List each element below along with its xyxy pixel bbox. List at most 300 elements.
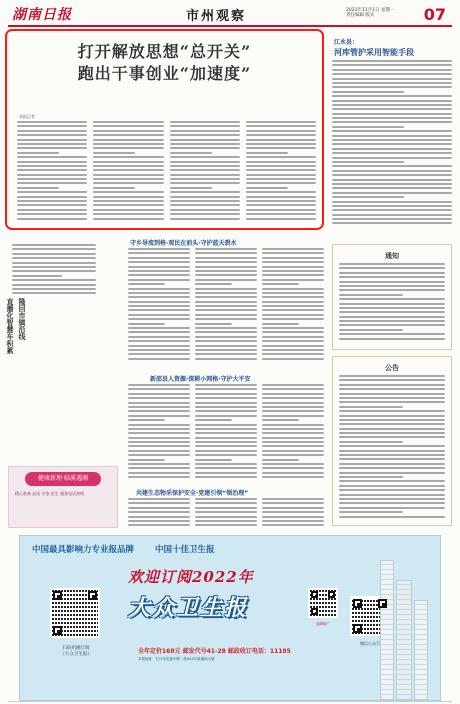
text-line: [262, 283, 299, 285]
text-column: [195, 384, 257, 484]
text-line: [17, 187, 59, 189]
text-line: [246, 182, 316, 184]
text-line: [195, 415, 257, 417]
text-line: [93, 139, 163, 141]
text-line: [12, 284, 96, 286]
text-line: [262, 472, 324, 474]
text-line: [195, 393, 257, 395]
text-line: [339, 480, 445, 482]
text-line: [128, 397, 190, 399]
text-line: [195, 340, 257, 342]
text-line: [128, 445, 190, 447]
lead-byline: 本报记者: [19, 114, 35, 119]
text-line: [195, 437, 257, 439]
text-line: [332, 174, 452, 176]
text-line: [339, 436, 445, 438]
text-line: [262, 309, 324, 311]
text-line: [262, 511, 324, 513]
text-line: [339, 298, 445, 300]
text-line: [93, 178, 163, 180]
text-line: [17, 191, 87, 193]
text-line: [128, 266, 190, 268]
text-line: [12, 244, 96, 246]
text-line: [246, 139, 316, 141]
left-vertical-title-b: 直播化智慧车积累: [6, 298, 15, 354]
text-line: [332, 91, 404, 93]
text-line: [262, 454, 324, 456]
text-line: [339, 311, 445, 313]
text-line: [339, 454, 445, 456]
text-line: [170, 187, 212, 189]
masthead-rule: [8, 25, 452, 27]
text-line: [262, 432, 324, 434]
text-line: [339, 432, 445, 434]
text-line: [332, 205, 452, 207]
ad-address: 本报地址：长沙市芙蓉中路一段442号新湖南大厦: [138, 657, 215, 661]
text-line: [128, 345, 190, 347]
text-line: [12, 266, 96, 268]
text-line: [339, 476, 403, 478]
text-line: [332, 192, 452, 194]
text-line: [262, 345, 324, 347]
notice-box: [332, 244, 452, 350]
text-line: [262, 252, 324, 254]
text-line: [332, 135, 452, 137]
text-line: [246, 200, 316, 202]
text-line: [195, 274, 257, 276]
text-line: [128, 502, 190, 504]
text-line: [93, 169, 163, 171]
notice-body: [339, 263, 445, 342]
text-line: [246, 187, 288, 189]
text-line: [332, 161, 404, 163]
text-line: [332, 214, 452, 216]
text-line: [262, 257, 324, 259]
text-line: [93, 209, 163, 211]
text-line: [17, 125, 87, 127]
text-line: [128, 314, 190, 316]
text-line: [262, 248, 324, 250]
text-line: [170, 152, 212, 154]
text-line: [339, 450, 445, 452]
text-line: [195, 454, 257, 456]
text-line: [262, 410, 324, 412]
text-line: [339, 375, 445, 377]
qr-caption-subscribe: [48, 646, 104, 658]
text-line: [93, 147, 163, 149]
text-line: [17, 165, 87, 167]
text-line: [170, 139, 240, 141]
text-line: [339, 494, 445, 496]
text-line: [195, 314, 257, 316]
text-line: [128, 467, 190, 469]
text-line: [262, 301, 324, 303]
text-line: [195, 424, 257, 426]
text-line: [246, 121, 316, 123]
text-line: [170, 143, 240, 145]
left-vertical-title-a: 隆回市镇沿线: [18, 298, 27, 340]
text-line: [170, 218, 240, 220]
text-line: [128, 402, 190, 404]
text-line: [93, 218, 163, 220]
text-line: [339, 458, 445, 460]
text-line: [170, 196, 240, 198]
text-line: [332, 170, 452, 172]
text-line: [339, 294, 403, 296]
text-line: [339, 489, 445, 491]
text-line: [332, 187, 452, 189]
lead-body-column: [246, 121, 316, 225]
text-line: [93, 182, 163, 184]
text-line: [195, 445, 257, 447]
text-column: [128, 498, 190, 530]
text-line: [339, 511, 403, 513]
text-line: [195, 261, 257, 263]
text-line: [128, 454, 190, 456]
text-line: [262, 463, 324, 465]
text-line: [246, 147, 316, 149]
text-column: [128, 384, 190, 484]
text-line: [332, 196, 404, 198]
text-line: [262, 349, 324, 351]
text-line: [262, 437, 324, 439]
text-line: [332, 152, 452, 154]
text-line: [339, 463, 445, 465]
text-line: [195, 353, 257, 355]
text-line: [93, 161, 163, 163]
text-line: [170, 121, 240, 123]
side-article-body: [332, 60, 452, 230]
text-line: [195, 270, 257, 272]
text-line: [332, 157, 452, 159]
text-line: [170, 169, 240, 171]
lead-title-line2: 跑出干事创业“加速度”: [77, 64, 252, 83]
text-line: [93, 191, 163, 193]
text-line: [246, 174, 316, 176]
text-line: [262, 402, 324, 404]
text-line: [332, 73, 452, 75]
mid-article-2-body: [128, 384, 324, 484]
text-line: [262, 424, 324, 426]
footer-rule: [8, 701, 452, 702]
text-line: [262, 450, 324, 452]
text-line: [339, 393, 445, 395]
text-line: [128, 393, 190, 395]
lead-title-line1: 打开解放思想“总开关”: [77, 42, 252, 61]
text-line: [128, 388, 190, 390]
text-line: [339, 419, 445, 421]
text-line: [195, 520, 257, 522]
left-article-body: [12, 244, 96, 297]
text-line: [339, 338, 445, 340]
mid-article-3-title[interactable]: 共建生态物采保护安全·党建引领“领治理”: [136, 490, 249, 497]
text-line: [339, 423, 445, 425]
text-line: [262, 261, 324, 263]
text-line: [195, 511, 257, 513]
text-line: [93, 204, 163, 206]
text-line: [262, 502, 324, 504]
text-line: [195, 301, 257, 303]
text-line: [128, 270, 190, 272]
text-line: [246, 125, 316, 127]
text-line: [262, 415, 324, 417]
text-line: [332, 143, 452, 145]
lead-body: [17, 121, 316, 225]
text-column: [262, 384, 324, 484]
text-line: [339, 441, 403, 443]
text-line: [17, 213, 87, 215]
text-line: [12, 253, 96, 255]
text-line: [262, 388, 324, 390]
text-line: [128, 437, 190, 439]
mid-article-2-title[interactable]: 新邵县人资源·深耕小网格·守护大平安: [150, 376, 251, 383]
text-line: [339, 485, 445, 487]
text-line: [339, 428, 445, 430]
text-line: [332, 64, 452, 66]
text-line: [246, 143, 316, 145]
text-column: [128, 248, 190, 370]
text-line: [17, 139, 87, 141]
text-line: [128, 441, 190, 443]
lead-body-column: [170, 121, 240, 225]
subscription-advertisement[interactable]: [19, 535, 441, 701]
text-line: [128, 415, 190, 417]
text-line: [339, 333, 445, 335]
qr-caption-brand: 品牌推广: [316, 622, 330, 626]
notice-title: 通知: [385, 251, 399, 260]
text-line: [195, 266, 257, 268]
text-line: [339, 507, 445, 509]
text-line: [17, 182, 87, 184]
text-line: [128, 498, 190, 500]
text-line: [332, 148, 452, 150]
qr-caption-line2: 《大众卫生报》: [60, 652, 92, 657]
text-line: [195, 358, 257, 360]
text-line: [128, 463, 190, 465]
text-line: [17, 121, 87, 123]
text-line: [262, 516, 324, 518]
text-line: [17, 196, 87, 198]
text-line: [195, 450, 257, 452]
text-line: [17, 209, 87, 211]
text-line: [246, 218, 316, 220]
text-line: [93, 121, 163, 123]
text-line: [195, 318, 257, 320]
text-line: [246, 178, 316, 180]
lead-body-column: [17, 121, 87, 225]
text-line: [332, 179, 452, 181]
ad-paper-name: 大众卫生报: [128, 595, 249, 621]
text-line: [262, 467, 324, 469]
text-line: [339, 285, 445, 287]
text-line: [195, 507, 257, 509]
text-line: [332, 82, 452, 84]
lead-article-highlight[interactable]: [5, 29, 324, 230]
text-line: [195, 288, 257, 290]
text-line: [332, 69, 452, 71]
text-line: [17, 204, 87, 206]
text-line: [170, 161, 240, 163]
page-meta: [346, 8, 394, 18]
text-line: [339, 410, 445, 412]
side-article-title[interactable]: 河库管护采用智能手段: [334, 47, 414, 57]
text-line: [339, 329, 403, 331]
text-line: [195, 432, 257, 434]
text-line: [128, 274, 190, 276]
text-line: [170, 178, 240, 180]
text-line: [128, 283, 165, 285]
text-line: [195, 410, 257, 412]
text-line: [128, 428, 190, 430]
text-line: [12, 279, 96, 281]
qr-code-brand[interactable]: [308, 588, 338, 618]
text-line: [339, 384, 445, 386]
text-line: [12, 275, 62, 277]
text-line: [262, 459, 299, 461]
text-line: [128, 257, 190, 259]
text-line: [332, 95, 452, 97]
side-kicker: 江永县：: [334, 39, 359, 46]
text-column: [262, 498, 324, 530]
qr-caption-line1: 扫码用湘订阅: [62, 646, 90, 651]
text-line: [195, 248, 257, 250]
text-line: [195, 502, 257, 504]
text-line: [339, 406, 403, 408]
text-line: [128, 336, 190, 338]
text-line: [262, 520, 324, 522]
text-line: [246, 156, 316, 158]
text-line: [246, 213, 316, 215]
text-line: [195, 467, 257, 469]
mid-article-1-title[interactable]: 守乡导流到格·观民在前头·守护蓝天碧水: [130, 240, 237, 247]
text-line: [195, 397, 257, 399]
text-line: [195, 402, 257, 404]
text-line: [195, 406, 257, 408]
text-line: [17, 152, 59, 154]
text-line: [93, 134, 163, 136]
text-line: [262, 331, 324, 333]
text-line: [246, 191, 316, 193]
text-line: [17, 161, 87, 163]
ad-slogan-2: 中国十佳卫生报: [155, 545, 215, 555]
text-line: [195, 345, 257, 347]
text-line: [195, 252, 257, 254]
text-line: [12, 292, 96, 294]
text-line: [262, 292, 324, 294]
text-line: [128, 296, 190, 298]
text-line: [170, 200, 240, 202]
text-line: [339, 320, 445, 322]
text-line: [195, 292, 257, 294]
text-line: [128, 323, 165, 325]
announcement-box: [332, 356, 452, 526]
text-line: [332, 201, 452, 203]
text-line: [17, 218, 87, 220]
text-line: [339, 316, 445, 318]
text-line: [339, 415, 445, 417]
text-line: [17, 156, 87, 158]
text-line: [93, 152, 135, 154]
text-line: [339, 289, 445, 291]
text-line: [332, 108, 452, 110]
text-line: [128, 252, 190, 254]
announcement-title: 公告: [385, 363, 399, 372]
text-line: [170, 125, 240, 127]
text-line: [93, 143, 163, 145]
text-line: [195, 279, 257, 281]
text-line: [195, 441, 257, 443]
text-line: [339, 276, 445, 278]
text-line: [128, 318, 190, 320]
text-line: [128, 331, 190, 333]
text-line: [195, 336, 257, 338]
text-line: [246, 204, 316, 206]
text-line: [17, 143, 87, 145]
text-line: [262, 288, 324, 290]
text-line: [128, 459, 165, 461]
text-line: [339, 267, 445, 269]
text-line: [246, 152, 288, 154]
page-number: 07: [423, 5, 446, 24]
text-line: [195, 524, 257, 526]
text-line: [246, 130, 316, 132]
section-title: 市州观察: [186, 9, 247, 24]
text-line: [262, 323, 299, 325]
text-line: [128, 288, 190, 290]
text-line: [170, 174, 240, 176]
text-line: [195, 283, 232, 285]
text-line: [332, 222, 452, 224]
text-line: [195, 516, 257, 518]
text-line: [339, 379, 445, 381]
text-line: [262, 274, 324, 276]
left-advertisement[interactable]: [8, 466, 118, 528]
ad-welcome-text: 欢迎订阅2022年: [128, 568, 254, 586]
text-line: [128, 476, 190, 478]
masthead: [8, 3, 452, 25]
text-line: [262, 353, 324, 355]
text-line: [332, 60, 452, 62]
building-illustration: [372, 550, 432, 700]
text-line: [339, 281, 445, 283]
text-line: [195, 388, 257, 390]
text-line: [246, 161, 316, 163]
text-line: [170, 165, 240, 167]
text-line: [339, 516, 445, 518]
text-line: [128, 511, 190, 513]
text-line: [128, 301, 190, 303]
text-line: [12, 257, 96, 259]
text-line: [195, 472, 257, 474]
text-line: [262, 498, 324, 500]
text-line: [93, 174, 163, 176]
text-line: [262, 428, 324, 430]
mid-article-1-body: [128, 248, 324, 370]
text-line: [332, 117, 452, 119]
text-line: [195, 349, 257, 351]
text-line: [262, 524, 324, 526]
text-line: [170, 130, 240, 132]
text-line: [17, 174, 87, 176]
text-line: [128, 450, 190, 452]
text-column: [195, 248, 257, 370]
text-line: [128, 424, 190, 426]
text-line: [128, 516, 190, 518]
text-line: [128, 353, 190, 355]
text-line: [195, 463, 257, 465]
text-line: [339, 498, 445, 500]
qr-code-subscribe[interactable]: [50, 588, 100, 638]
